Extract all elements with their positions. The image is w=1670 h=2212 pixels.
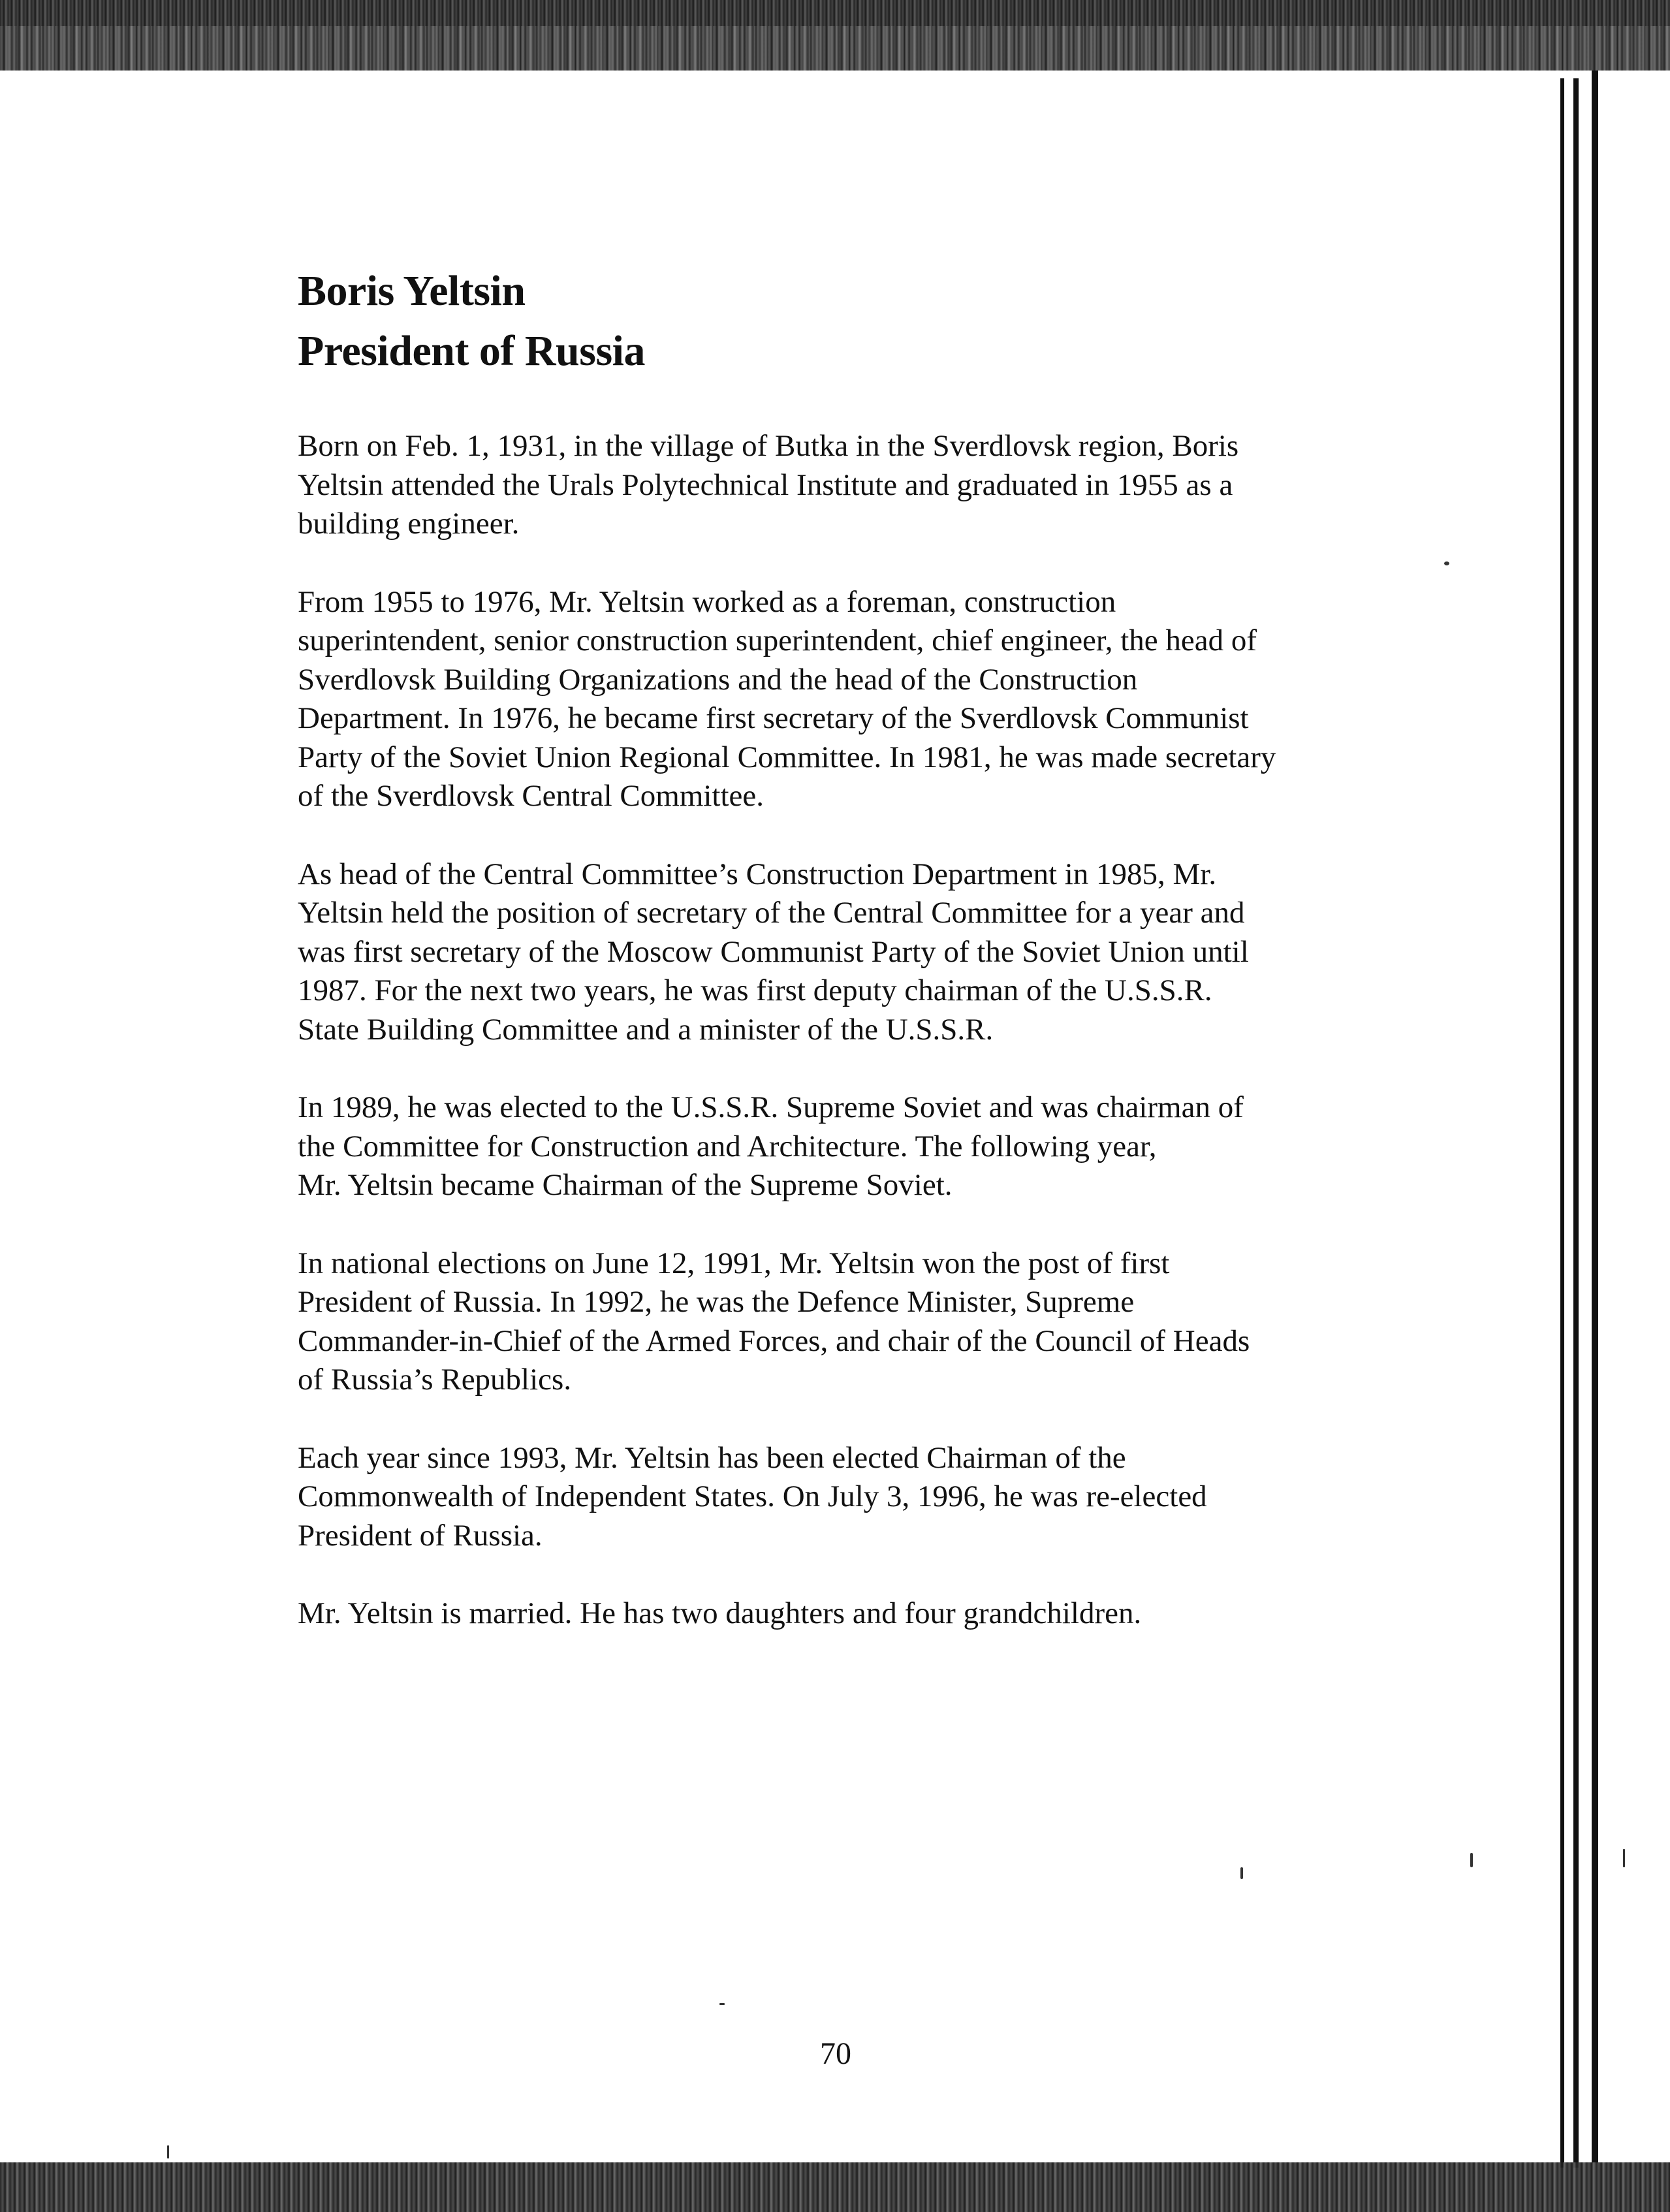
- paragraph-presidency: In national elections on June 12, 1991, Mr. Yeltsin won the post of first President of Russia. In 1992, he was the Defence Minister, Supreme Commander-in-Chief of the Armed Forces, and chair of the Council of Heads of Russia’s Republics.: [298, 1246, 1250, 1397]
- page-number: 70: [820, 2036, 851, 2071]
- scan-speck: [1444, 561, 1449, 565]
- title-block: [298, 261, 1381, 381]
- scan-speck: [1240, 1867, 1243, 1879]
- scan-speck: [167, 2145, 169, 2158]
- scan-edge-top: [0, 0, 1670, 71]
- document-body: [298, 261, 1381, 1673]
- page-binding-edge: [1560, 78, 1579, 2168]
- paragraph-birth: Born on Feb. 1, 1931, in the village of Butka in the Sverdlovsk region, Boris Yeltsin attended the Urals Polytechnical Institute and graduated in 1955 as a building engineer.: [298, 429, 1239, 541]
- document-subtitle: President of Russia: [298, 327, 645, 375]
- paragraph-supreme-soviet: In 1989, he was elected to the U.S.S.R. Supreme Soviet and was chairman of the Committee for Construction and Architecture. The following year, Mr. Yeltsin became Chairman of the Supreme Soviet.: [298, 1090, 1244, 1202]
- paragraph-cis-chairman: Each year since 1993, Mr. Yeltsin has been elected Chairman of the Commonwealth of Independent States. On July 3, 1996, he was re-elected President of Russia.: [298, 1440, 1207, 1553]
- scan-speck: [1623, 1849, 1625, 1867]
- scan-edge-bottom: [0, 2162, 1670, 2212]
- document-title: Boris Yeltsin: [298, 267, 526, 315]
- paragraph-family: Mr. Yeltsin is married. He has two daughters and four grandchildren.: [298, 1596, 1142, 1630]
- paragraph-central-committee: As head of the Central Committee’s Construction Department in 1985, Mr. Yeltsin held the position of secretary of the Central Committee for a year and was first secretary of the Moscow Communist Party of the Soviet Union until 1987. For the next two years, he was first deputy chairman of the U.S.S.R. State Building Committee and a minister of the U.S.S.R.: [298, 857, 1249, 1047]
- scan-speck: [719, 2003, 725, 2005]
- scan-speck: [1470, 1853, 1473, 1867]
- paragraph-career-early: From 1955 to 1976, Mr. Yeltsin worked as a foreman, construction superintendent, senior construction superintendent, chief engineer, the head of Sverdlovsk Building Organizations and the head of the Construction Department. In 1976, he became first secretary of the Sverdlovsk Communist Party of the Soviet Union Regional Committee. In 1981, he was made secretary of the Sverdlovsk Central Committee.: [298, 584, 1276, 813]
